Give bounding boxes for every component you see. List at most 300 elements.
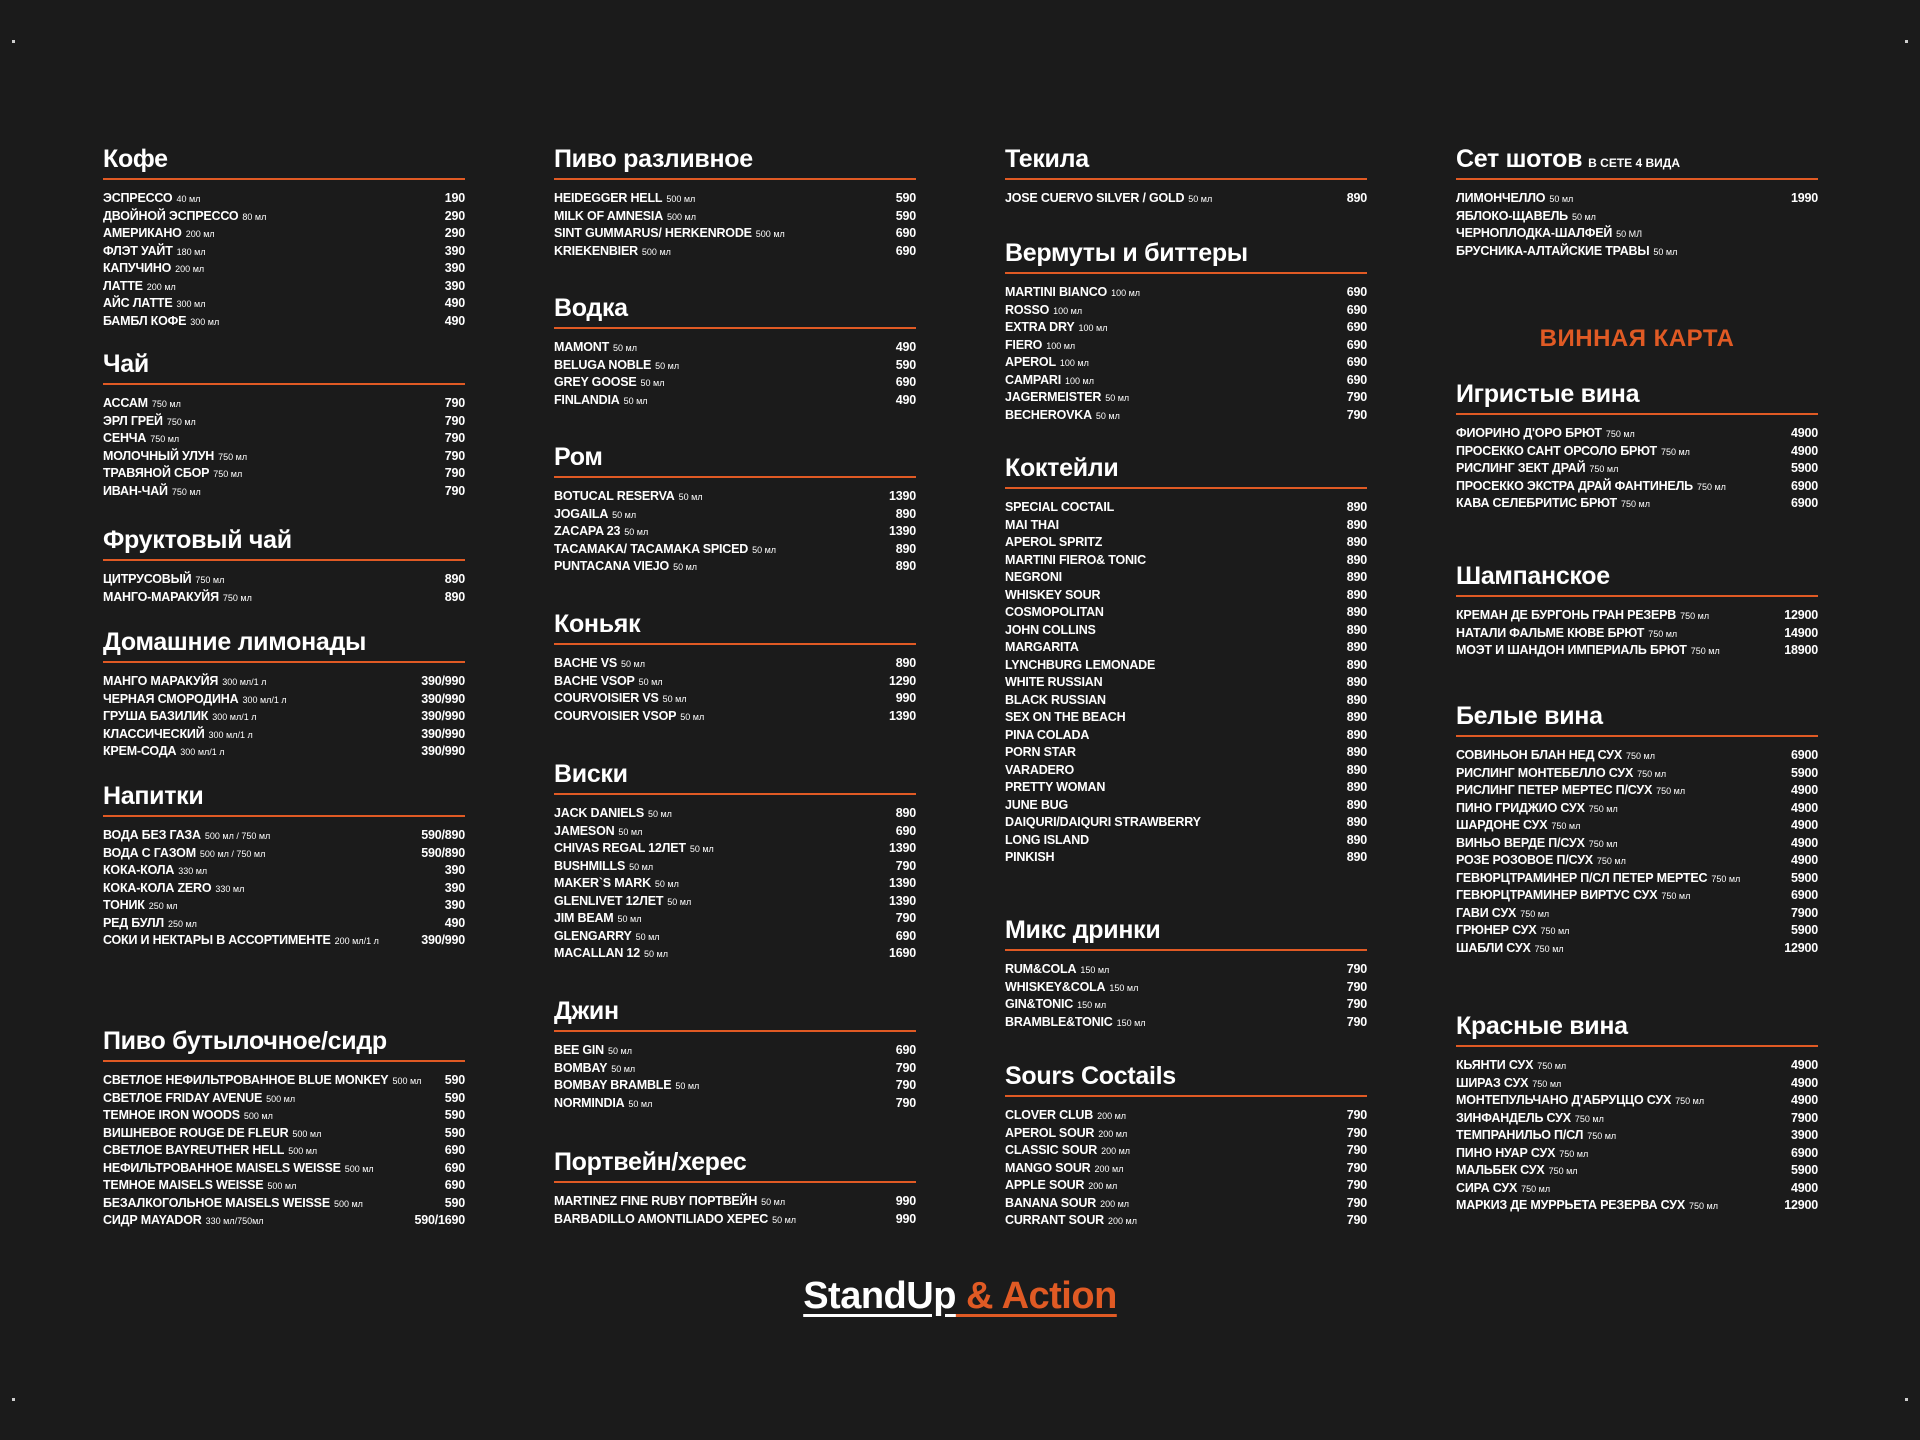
menu-item-price: 6900: [1790, 478, 1818, 493]
menu-item-price: 18900: [1784, 643, 1818, 657]
menu-item-name: GREY GOOSE: [554, 375, 637, 389]
menu-item-price: 890: [895, 506, 916, 521]
menu-item-label: [554, 208, 696, 227]
menu-items: [1005, 190, 1367, 208]
menu-item: [554, 1193, 916, 1211]
menu-item-name: BACHE VS: [554, 656, 617, 670]
menu-item: [1456, 940, 1818, 958]
menu-item-name: MAMONT: [554, 340, 610, 354]
menu-item-label: [1005, 692, 1106, 710]
menu-item-volume: 750 мл: [1537, 1061, 1567, 1071]
menu-item-name: ТОНИК: [103, 898, 145, 912]
menu-item: [103, 827, 465, 845]
menu-item-label: [103, 1160, 374, 1179]
menu-item-price: 790: [1346, 962, 1367, 976]
menu-item-name: СОВИНЬОН БЛАН НЕД СУХ: [1456, 748, 1623, 762]
menu-item-name: GIN&TONIC: [1005, 997, 1074, 1011]
menu-item-label: [1456, 478, 1726, 497]
section-title-text: Портвейн/херес: [554, 1148, 747, 1176]
menu-item: [1456, 1197, 1818, 1215]
menu-item-label: [1456, 1057, 1566, 1076]
menu-item-name: ЛАТТЕ: [103, 278, 143, 293]
menu-item-volume: 330 мл: [215, 883, 245, 894]
section-title-text: Белые вина: [1456, 702, 1603, 730]
menu-item-label: [1005, 1195, 1129, 1214]
menu-item-name: APEROL SPRITZ: [1005, 535, 1103, 549]
menu-item: [554, 893, 916, 911]
menu-item: [1456, 607, 1818, 625]
menu-item-label: [103, 1090, 295, 1109]
section-title: [1005, 1060, 1367, 1097]
menu-item: [1005, 1125, 1367, 1143]
menu-item-price: 6900: [1790, 748, 1818, 762]
menu-item-label: [1005, 517, 1059, 535]
menu-item-volume: 750 мл: [1656, 786, 1686, 796]
menu-item: [1005, 354, 1367, 372]
menu-item-price: 790: [444, 448, 465, 463]
menu-items: [1005, 1107, 1367, 1230]
menu-item-label: [1005, 1142, 1130, 1161]
menu-items: [103, 190, 465, 330]
menu-item: [1005, 779, 1367, 797]
menu-item-label: [1456, 425, 1635, 444]
menu-item-label: [1005, 979, 1138, 998]
menu-section: [103, 348, 465, 500]
menu-item: [103, 1177, 465, 1195]
menu-item-volume: 750 мл: [1574, 1113, 1604, 1124]
menu-items: [1456, 1057, 1818, 1215]
menu-item-volume: 50 мл: [635, 931, 660, 942]
menu-item-volume: 50 мл: [613, 343, 637, 353]
menu-item-name: FINLANDIA: [554, 392, 620, 407]
menu-item-label: [554, 243, 671, 262]
menu-item-label: [1456, 190, 1573, 209]
menu-item-label: [554, 910, 641, 929]
menu-item-label: [103, 243, 206, 262]
section-title: [554, 441, 916, 478]
section-title-text: Джин: [554, 997, 619, 1025]
menu-item-name: АМЕРИКАНО: [103, 226, 182, 240]
menu-item-volume: 100 мл: [1046, 340, 1076, 351]
menu-item-name: ЧЕРНАЯ СМОРОДИНА: [103, 691, 239, 706]
menu-section: [103, 143, 465, 330]
menu-item-price: 590: [444, 1108, 465, 1122]
menu-item-label: [1456, 1110, 1604, 1129]
menu-item-name: WHISKEY&COLA: [1005, 979, 1106, 994]
menu-item-volume: 500 мл: [344, 1163, 374, 1174]
menu-item: [103, 708, 465, 726]
menu-item-name: CURRANT SOUR: [1005, 1213, 1104, 1227]
menu-item: [1005, 604, 1367, 622]
menu-item-price: 5900: [1790, 765, 1818, 780]
menu-item: [554, 339, 916, 357]
menu-item-price: 490: [444, 296, 465, 310]
menu-item-name: COSMOPOLITAN: [1005, 605, 1104, 619]
menu-item-name: ГРУША БАЗИЛИК: [103, 709, 209, 723]
menu-item: [103, 915, 465, 933]
menu-item: [1456, 800, 1818, 818]
section-title: [554, 143, 916, 180]
menu-item-volume: 50 мл: [611, 1063, 636, 1074]
menu-item: [554, 910, 916, 928]
menu-item-name: JUNE BUG: [1005, 797, 1068, 812]
menu-item-label: [1005, 622, 1096, 640]
menu-item-label: [1005, 674, 1102, 692]
menu-item-label: [1456, 495, 1650, 514]
section-title: [1005, 452, 1367, 489]
menu-item-price: 4900: [1790, 1093, 1818, 1107]
menu-item-volume: 50 мл: [662, 694, 687, 704]
menu-item-volume: 500 мл / 750 мл: [204, 831, 271, 841]
menu-item-label: [1456, 642, 1720, 661]
menu-item-volume: 750 мл: [1689, 1201, 1718, 1211]
menu-item-label: [554, 225, 785, 244]
menu-item-volume: 100 мл: [1078, 323, 1108, 333]
menu-item-label: [103, 897, 178, 916]
section-title: [103, 143, 465, 180]
menu-item: [1005, 552, 1367, 570]
menu-item: [554, 506, 916, 524]
menu-item-volume: 50 мл: [621, 659, 645, 669]
menu-section: [1005, 1060, 1367, 1230]
menu-item-volume: 750 мл: [1548, 1166, 1578, 1176]
menu-item: [103, 897, 465, 915]
menu-items: [1456, 607, 1818, 660]
menu-section: [554, 292, 916, 409]
menu-item: [1456, 208, 1818, 226]
menu-item-name: МОЛОЧНЫЙ УЛУН: [103, 448, 215, 463]
menu-item-volume: 300 мл/1 л: [180, 747, 225, 757]
menu-item-volume: 750 мл: [1587, 1131, 1617, 1141]
menu-item-name: ДВОЙНОЙ ЭСПРЕССО: [103, 208, 239, 223]
menu-item-name: LONG ISLAND: [1005, 832, 1089, 847]
menu-item-price: 4900: [1790, 1058, 1818, 1072]
menu-item-name: COURVOISIER VS: [554, 691, 659, 705]
section-title-text: Сет шотов: [1456, 145, 1583, 173]
crop-mark: [1905, 1398, 1908, 1401]
menu-item-price: 590/1690: [414, 1213, 465, 1227]
menu-item: [1456, 870, 1818, 888]
menu-item-label: [1456, 765, 1666, 784]
menu-items: [103, 1072, 465, 1230]
menu-items: [554, 339, 916, 409]
menu-item-price: 1390: [888, 524, 916, 538]
menu-item-volume: 300 мл/1 л: [242, 694, 287, 705]
menu-item-price: 690: [444, 1160, 465, 1175]
menu-item-price: 890: [1346, 657, 1367, 672]
menu-item: [103, 260, 465, 278]
menu-item-name: РИСЛИНГ ЗЕКТ ДРАЙ: [1456, 461, 1586, 475]
menu-item: [1456, 1075, 1818, 1093]
section-title: [1456, 1010, 1818, 1047]
menu-item-name: ТЕМПРАНИЛЬО П/СЛ: [1456, 1128, 1584, 1142]
section-title: [103, 780, 465, 817]
menu-item-volume: 50 мл: [689, 844, 714, 854]
menu-item: [103, 673, 465, 691]
menu-item-label: [103, 1142, 317, 1161]
menu-item: [1456, 1145, 1818, 1163]
menu-item: [1005, 302, 1367, 320]
menu-item: [554, 690, 916, 708]
menu-item: [103, 589, 465, 607]
menu-item-volume: 750 мл: [1690, 646, 1720, 656]
menu-item: [1005, 961, 1367, 979]
menu-item-price: 890: [1346, 797, 1367, 812]
section-title: [1456, 700, 1818, 737]
menu-item-label: [103, 295, 205, 314]
menu-section: [1456, 560, 1818, 660]
menu-item-name: JACK DANIELS: [554, 806, 644, 820]
menu-item-price: 790: [895, 1095, 916, 1110]
menu-item-price: 790: [444, 466, 465, 480]
menu-item: [103, 726, 465, 744]
menu-item-label: [554, 858, 653, 877]
menu-item-name: RUM&COLA: [1005, 962, 1077, 976]
menu-item-volume: 500 мл / 750 мл: [199, 848, 266, 859]
menu-item-name: ЭРЛ ГРЕЙ: [103, 413, 163, 428]
menu-item-volume: 50 мл: [752, 544, 777, 555]
menu-item-volume: 50 мл: [655, 360, 680, 371]
menu-item-label: [103, 708, 256, 727]
menu-item-name: МОНТЕПУЛЬЧАНО Д'АБРУЦЦО СУХ: [1456, 1093, 1672, 1107]
menu-item-label: [1005, 657, 1155, 675]
menu-item-price: 490: [444, 313, 465, 328]
menu-item-label: [103, 726, 253, 745]
menu-item-label: [1005, 639, 1079, 657]
menu-item: [1005, 284, 1367, 302]
menu-item-volume: 750 мл: [1637, 768, 1667, 779]
menu-item: [1456, 1162, 1818, 1180]
menu-item-price: 890: [1346, 780, 1367, 794]
menu-section: [554, 441, 916, 576]
menu-item-price: 890: [1346, 570, 1367, 584]
menu-item: [103, 278, 465, 296]
menu-item: [554, 208, 916, 226]
menu-item-label: [554, 357, 679, 376]
section-title-text: Коктейли: [1005, 454, 1119, 482]
menu-item-volume: 750 мл: [222, 592, 252, 603]
menu-item-price: 790: [1346, 1178, 1367, 1192]
section-title: [554, 292, 916, 329]
menu-item-volume: 300 мл/1 л: [208, 729, 253, 740]
menu-item-price: 690: [895, 375, 916, 389]
menu-item-name: ГЕВЮРЦТРАМИНЕР П/СЛ ПЕТЕР МЕРТЕС: [1456, 870, 1708, 885]
menu-item-price: 590: [444, 1073, 465, 1087]
menu-item: [103, 483, 465, 501]
menu-item: [554, 488, 916, 506]
menu-item-price: 7900: [1790, 1110, 1818, 1125]
menu-item-name: РИСЛИНГ МОНТЕБЕЛЛО СУХ: [1456, 765, 1634, 780]
menu-item-volume: 50 мл: [623, 395, 648, 406]
menu-item-volume: 750 мл: [1588, 838, 1618, 849]
section-title: [103, 1025, 465, 1062]
menu-item-volume: 40 мл: [176, 194, 201, 204]
menu-item-price: 790: [1346, 407, 1367, 422]
menu-item-label: [1005, 1160, 1123, 1179]
menu-section: [554, 143, 916, 260]
menu-item-volume: 50 мл: [675, 1081, 700, 1091]
menu-item: [1456, 190, 1818, 208]
menu-item-volume: 750 мл: [1521, 1183, 1551, 1194]
menu-item-label: [103, 395, 181, 414]
menu-item-label: [1005, 407, 1120, 426]
crop-mark: [1905, 40, 1908, 43]
menu-item-label: [1005, 779, 1105, 797]
menu-item-name: МАЛЬБЕК СУХ: [1456, 1163, 1545, 1177]
menu-item-price: 790: [444, 396, 465, 410]
menu-item: [103, 932, 465, 950]
menu-item-name: СОКИ И НЕКТАРЫ В АССОРТИМЕНТЕ: [103, 933, 331, 947]
menu-items: [1456, 747, 1818, 957]
menu-item-name: BECHEROVKA: [1005, 407, 1092, 422]
menu-item-label: [103, 571, 224, 590]
menu-item-label: [554, 1193, 785, 1212]
menu-item-name: APEROL: [1005, 355, 1056, 369]
menu-item-name: MACALLAN 12: [554, 946, 640, 960]
menu-item: [554, 225, 916, 243]
menu-item: [1456, 905, 1818, 923]
menu-item-label: [554, 523, 648, 542]
menu-item-name: NORMINDIA: [554, 1095, 625, 1110]
menu-item: [1005, 727, 1367, 745]
menu-item-label: [1456, 1092, 1704, 1111]
menu-item: [103, 743, 465, 761]
menu-item-label: [1005, 319, 1107, 338]
menu-item-volume: 500 мл: [266, 1093, 296, 1104]
menu-item-name: ВОДА БЕЗ ГАЗА: [103, 828, 201, 842]
menu-item-label: [1456, 1162, 1578, 1181]
menu-item-volume: 500 мл: [267, 1181, 297, 1191]
menu-item-volume: 750 мл: [1648, 628, 1678, 639]
menu-item: [1005, 1160, 1367, 1178]
menu-item-label: [103, 915, 197, 934]
menu-item-price: 390/990: [421, 744, 465, 758]
menu-item-name: LYNCHBURG LEMONADE: [1005, 657, 1156, 672]
menu-item-name: GLENLIVET 12ЛЕТ: [554, 893, 664, 908]
menu-item-volume: 50 мл: [667, 896, 692, 907]
menu-items: [1456, 190, 1818, 260]
menu-item-label: [1456, 922, 1569, 941]
section-title-text: Виски: [554, 760, 628, 788]
brand-logo: [0, 1275, 1920, 1318]
menu-item-label: [1456, 852, 1626, 871]
menu-item-name: EXTRA DRY: [1005, 320, 1075, 334]
menu-item-price: 690: [895, 1043, 916, 1057]
menu-item: [1005, 1177, 1367, 1195]
menu-item-label: [1005, 762, 1074, 780]
menu-item: [554, 392, 916, 410]
menu-item-volume: 250 мл: [167, 918, 197, 929]
menu-section: [1005, 914, 1367, 1031]
menu-item-label: [554, 655, 645, 674]
menu-item: [103, 1212, 465, 1230]
menu-item-price: 290: [444, 208, 465, 223]
menu-item: [554, 1060, 916, 1078]
menu-item-price: 390: [444, 278, 465, 293]
menu-item-price: 590: [444, 1090, 465, 1105]
menu-item-price: 890: [1346, 605, 1367, 619]
menu-item-price: 790: [1346, 997, 1367, 1011]
menu-item-label: [1005, 604, 1104, 622]
menu-item-price: 490: [444, 915, 465, 930]
menu-item-label: [1456, 782, 1685, 801]
menu-item-volume: 50 мл: [1095, 410, 1120, 421]
menu-item-volume: 50 мл: [673, 562, 698, 572]
menu-item-name: ПИНО НУАР СУХ: [1456, 1145, 1556, 1160]
menu-item-label: [103, 430, 179, 449]
menu-item-name: MAI THAI: [1005, 517, 1059, 532]
menu-item-label: [103, 880, 244, 899]
menu-item-volume: 750 мл: [150, 434, 180, 444]
menu-item-price: 6900: [1790, 1145, 1818, 1160]
menu-item-label: [554, 823, 642, 842]
menu-item-label: [554, 945, 668, 964]
menu-item: [554, 243, 916, 261]
menu-item-label: [103, 932, 379, 951]
menu-item-volume: 50 мл: [624, 527, 649, 537]
menu-item: [1005, 337, 1367, 355]
menu-item-name: СВЕТЛОЕ BAYREUTHER HELL: [103, 1143, 285, 1157]
menu-item: [103, 190, 465, 208]
menu-item-label: [1005, 832, 1089, 850]
section-note: В СЕТЕ 4 ВИДА: [1588, 156, 1681, 170]
menu-item-price: 790: [1346, 1160, 1367, 1175]
menu-item-name: ПИНО ГРИДЖИО СУХ: [1456, 800, 1585, 815]
section-title-text: Ром: [554, 443, 603, 471]
menu-item-price: 390: [444, 898, 465, 912]
menu-item-name: WHISKEY SOUR: [1005, 587, 1101, 602]
menu-item-name: BOMBAY BRAMBLE: [554, 1078, 672, 1092]
menu-item-label: [1005, 337, 1075, 356]
menu-item-price: 12900: [1784, 940, 1818, 955]
menu-item-volume: 50 мл: [638, 676, 663, 687]
section-title: [1005, 914, 1367, 951]
menu-item-price: 290: [444, 226, 465, 240]
menu-item-label: [554, 893, 691, 912]
menu-item-price: 890: [1346, 552, 1367, 567]
menu-item-name: АССАМ: [103, 396, 148, 410]
menu-item-volume: 200 мл: [1101, 1146, 1131, 1156]
menu-item-name: FIERO: [1005, 337, 1043, 352]
menu-item-name: MARGARITA: [1005, 640, 1079, 654]
menu-item-label: [103, 1195, 363, 1214]
menu-items: [103, 395, 465, 500]
menu-item-label: [1456, 625, 1677, 644]
menu-section: [1456, 143, 1818, 260]
menu-item-name: ПРОСЕККО ЭКСТРА ДРАЙ ФАНТИНЕЛЬ: [1456, 478, 1693, 493]
menu-item-name: МАНГО-МАРАКУЙЯ: [103, 589, 219, 604]
section-title: [554, 1146, 916, 1183]
menu-item-volume: 300 мл: [190, 316, 220, 327]
menu-item-label: [1005, 1125, 1127, 1144]
menu-item-price: 790: [1346, 1108, 1367, 1122]
menu-item-volume: 750 мл: [1675, 1096, 1705, 1106]
menu-item-label: [1456, 800, 1618, 819]
menu-item-volume: 300 мл/1 л: [222, 677, 267, 687]
menu-item-price: 790: [1346, 1125, 1367, 1140]
menu-item-price: 890: [1346, 832, 1367, 847]
menu-item-label: [1005, 190, 1212, 209]
menu-item: [1005, 849, 1367, 867]
menu-items: [554, 488, 916, 576]
menu-item: [1005, 1107, 1367, 1125]
menu-item: [1456, 747, 1818, 765]
menu-item: [1456, 443, 1818, 461]
menu-item-price: 4900: [1790, 853, 1818, 867]
menu-item-name: PRETTY WOMAN: [1005, 780, 1106, 794]
menu-item-name: ФИОРИНО Д'ОРО БРЮТ: [1456, 426, 1602, 440]
menu-item-name: ГРЮНЕР СУХ: [1456, 923, 1537, 937]
